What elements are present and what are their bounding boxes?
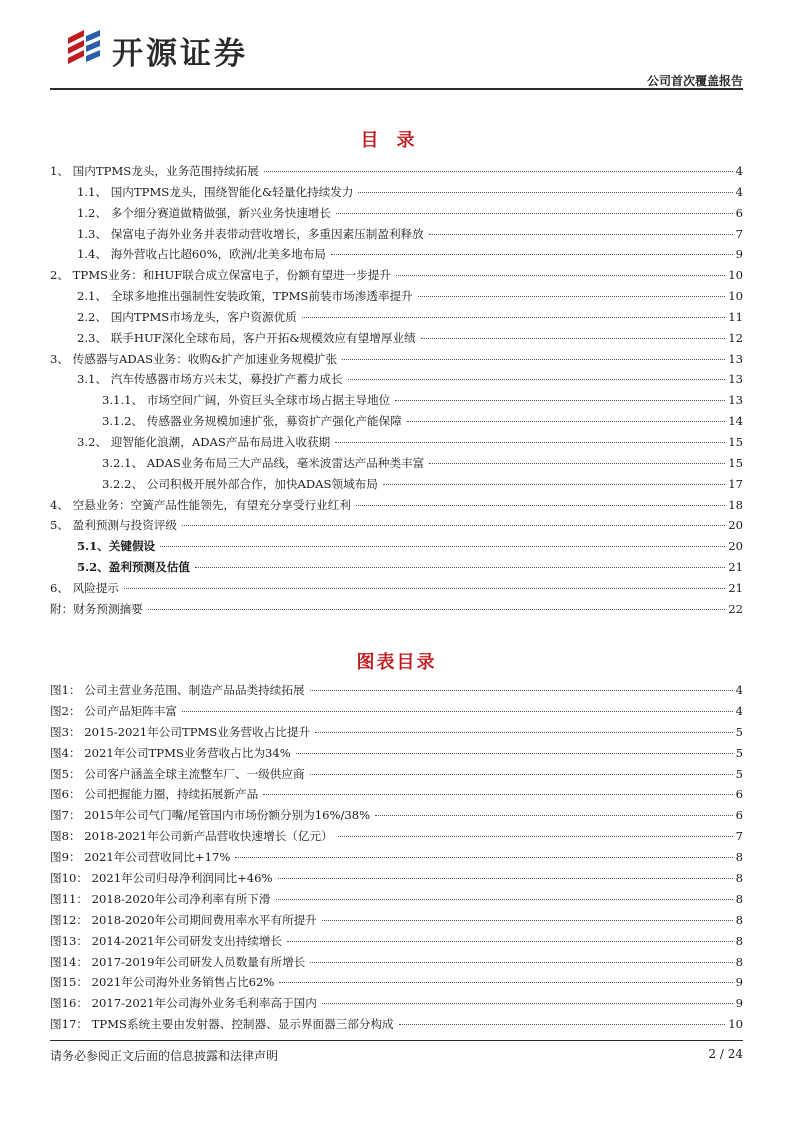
dot-leader — [418, 296, 726, 297]
figure-entry-page: 4 — [735, 683, 743, 697]
dot-leader — [278, 878, 733, 879]
toc-entry-page: 14 — [728, 414, 743, 429]
figure-entry-text: 图15： 2021年公司海外业务销售占比62% — [50, 975, 275, 990]
toc-entry-text: 1.2、 多个细分赛道做精做强，新兴业务快速增长 — [77, 205, 331, 220]
toc-entry-text: 1.3、 保富电子海外业务并表带动营收增长，多重因素压制盈利释放 — [77, 226, 424, 241]
toc-entry[interactable] — [50, 599, 743, 620]
dot-leader — [264, 171, 733, 172]
toc-entry-text: 6、 风险提示 — [50, 580, 120, 595]
header-divider — [50, 88, 743, 90]
figure-entry[interactable] — [50, 847, 743, 868]
figure-entry-page: 5 — [735, 766, 743, 781]
toc-entry[interactable] — [50, 349, 743, 370]
toc-entry-page: 9 — [735, 247, 743, 262]
dot-leader — [396, 275, 725, 276]
toc-entry[interactable] — [50, 390, 743, 411]
dot-leader — [263, 794, 732, 795]
toc-entry-text: 1.4、 海外营收占比超60%，欧洲/北美多地布局 — [77, 247, 326, 262]
figure-entry-text: 图8： 2018-2021年公司新产品营收快速增长（亿元） — [50, 829, 333, 844]
toc-entry[interactable] — [50, 536, 743, 557]
dot-leader — [331, 254, 733, 255]
figure-entry[interactable] — [50, 1014, 743, 1035]
toc-entry-page: 20 — [728, 539, 743, 554]
figure-entry[interactable] — [50, 743, 743, 764]
figure-entry-text: 图12： 2018-2020年公司期间费用率水平有所提升 — [50, 912, 317, 927]
toc-entry-text: 3.2、 迎智能化浪潮，ADAS产品布局进入收获期 — [77, 434, 331, 449]
dot-leader — [322, 1003, 733, 1004]
toc-entry-page: 13 — [728, 372, 743, 387]
figure-entry[interactable] — [50, 972, 743, 993]
toc-entry-text: 1、 国内TPMS龙头，业务范围持续拓展 — [50, 164, 259, 178]
figure-list — [50, 680, 743, 1035]
figure-entry[interactable] — [50, 722, 743, 743]
dot-leader — [358, 192, 732, 193]
toc-entry-page: 15 — [728, 434, 743, 449]
figure-entry[interactable] — [50, 868, 743, 889]
dot-leader — [310, 962, 732, 963]
dot-leader — [399, 1024, 726, 1025]
figure-entry-page: 4 — [735, 703, 743, 718]
toc-entry[interactable] — [50, 328, 743, 349]
dot-leader — [182, 525, 725, 526]
dot-leader — [322, 920, 733, 921]
figure-list-title: 图表目录 — [356, 652, 437, 673]
figure-entry-page: 6 — [735, 787, 743, 802]
toc-entry[interactable] — [50, 244, 743, 265]
figure-entry[interactable] — [50, 805, 743, 826]
toc-entry-text: 3.2.1、 ADAS业务布局三大产品线，毫米波雷达产品种类丰富 — [102, 455, 425, 470]
brand-logo-icon — [64, 26, 106, 68]
figure-entry-page: 9 — [735, 996, 743, 1011]
toc-entry-page: 13 — [728, 351, 743, 366]
dot-leader — [276, 899, 733, 900]
toc-entry[interactable] — [50, 432, 743, 453]
toc-entry[interactable] — [50, 515, 743, 536]
footer-divider — [50, 1040, 743, 1041]
figure-entry[interactable] — [50, 701, 743, 722]
dot-leader — [302, 317, 725, 318]
figure-entry[interactable] — [50, 910, 743, 931]
toc-entry[interactable] — [50, 161, 743, 182]
dot-leader — [315, 732, 733, 733]
footer-disclaimer: 请务必参阅正文后面的信息披露和法律声明 — [50, 1049, 279, 1063]
toc-entry-page: 10 — [728, 268, 743, 283]
dot-leader — [407, 421, 725, 422]
toc-entry-page: 20 — [728, 518, 743, 533]
figure-entry-text: 图9： 2021年公司营收同比+17% — [50, 850, 231, 865]
toc-entry-text: 1.1、 国内TPMS龙头，围绕智能化&轻量化持续发力 — [77, 184, 354, 199]
figure-entry-page: 8 — [735, 850, 743, 865]
dot-leader — [296, 753, 733, 754]
report-type-label: 公司首次覆盖报告 — [646, 74, 743, 88]
table-of-contents — [50, 161, 743, 620]
toc-entry-text: 3.1、 汽车传感器市场方兴未艾，募投扩产蓄力成长 — [77, 372, 343, 387]
figure-entry-text: 图2： 公司产品矩阵丰富 — [50, 703, 177, 718]
figure-entry-page: 8 — [735, 891, 743, 906]
toc-entry-text: 3.2.2、 公司积极开展外部合作，加快ADAS领域布局 — [102, 476, 378, 491]
figure-entry-text: 图4： 2021年公司TPMS业务营收占比为34% — [50, 745, 291, 760]
dot-leader — [182, 711, 733, 712]
figure-entry-text: 图17： TPMS系统主要由发射器、控制器、显示界面器三部分构成 — [50, 1017, 394, 1032]
dot-leader — [336, 213, 733, 214]
figure-entry[interactable] — [50, 993, 743, 1014]
figure-entry-page: 10 — [728, 1017, 743, 1032]
figure-entry-text: 图11： 2018-2020年公司净利率有所下滑 — [50, 891, 271, 906]
toc-entry[interactable] — [50, 224, 743, 245]
dot-leader — [348, 379, 726, 380]
dot-leader — [429, 463, 725, 464]
toc-entry[interactable] — [50, 578, 743, 599]
toc-entry[interactable] — [50, 307, 743, 328]
toc-entry[interactable] — [50, 182, 743, 203]
dot-leader — [148, 609, 725, 610]
figure-entry-text: 图6： 公司把握能力圈，持续拓展新产品 — [50, 787, 259, 802]
figure-entry[interactable] — [50, 889, 743, 910]
toc-entry-text: 2、 TPMS业务：和HUF联合成立保富电子，份额有望进一步提升 — [50, 268, 391, 283]
toc-entry[interactable] — [50, 203, 743, 224]
toc-entry-text: 2.3、 联手HUF深化全球布局，客户开拓&规模效应有望增厚业绩 — [77, 330, 416, 345]
toc-entry[interactable] — [50, 495, 743, 516]
toc-entry-text: 3.1.1、 市场空间广阔，外资巨头全球市场占据主导地位 — [102, 393, 391, 408]
dot-leader — [421, 338, 726, 339]
toc-entry-page: 21 — [728, 580, 743, 595]
figure-entry-page: 6 — [735, 808, 743, 823]
page-indicator: 2 / 24 — [708, 1047, 743, 1061]
toc-entry-page: 4 — [735, 164, 743, 178]
toc-entry-text: 2.1、 全球多地推出强制性安装政策，TPMS前装市场渗透率提升 — [77, 289, 413, 304]
toc-entry-page: 18 — [728, 497, 743, 512]
dot-leader — [287, 941, 733, 942]
toc-entry-page: 11 — [728, 309, 743, 324]
toc-entry[interactable] — [50, 411, 743, 432]
toc-entry-page: 6 — [735, 205, 743, 220]
figure-entry-text: 图13： 2014-2021年公司研发支出持续增长 — [50, 933, 283, 948]
figure-entry-page: 9 — [735, 975, 743, 990]
toc-entry-page: 4 — [735, 184, 743, 199]
dot-leader — [375, 815, 732, 816]
dot-leader — [310, 774, 733, 775]
toc-entry-text: 3.1.2、 传感器业务规模加速扩张，募资扩产强化产能保障 — [102, 414, 402, 429]
dot-leader — [342, 359, 725, 360]
dot-leader — [335, 442, 725, 443]
figure-entry-text: 图16： 2017-2021年公司海外业务毛利率高于国内 — [50, 996, 317, 1011]
figure-entry[interactable] — [50, 784, 743, 805]
toc-entry-page: 7 — [735, 226, 743, 241]
toc-entry-page: 21 — [728, 560, 743, 575]
dot-leader — [235, 857, 732, 858]
figure-entry-text: 图3： 2015-2021年公司TPMS业务营收占比提升 — [50, 724, 311, 739]
toc-entry-text: 5.1、关键假设 — [77, 539, 156, 554]
toc-title: 目录 — [360, 130, 433, 151]
figure-entry-text: 图14： 2017-2019年公司研发人员数量有所增长 — [50, 954, 306, 969]
toc-entry[interactable] — [50, 286, 743, 307]
figure-entry-text: 图5： 公司客户涵盖全球主流整车厂、一级供应商 — [50, 766, 305, 781]
dot-leader — [429, 234, 733, 235]
dot-leader — [310, 690, 733, 691]
dot-leader — [160, 546, 725, 547]
dot-leader — [124, 588, 725, 589]
figure-entry-text: 图1： 公司主营业务范围、制造产品品类持续拓展 — [50, 683, 305, 697]
dot-leader — [383, 484, 725, 485]
toc-entry-page: 12 — [728, 330, 743, 345]
toc-entry[interactable] — [50, 453, 743, 474]
toc-entry[interactable] — [50, 474, 743, 495]
toc-entry-page: 17 — [728, 476, 743, 491]
figure-entry-page: 7 — [735, 829, 743, 844]
toc-entry-text: 4、 空悬业务：空簧产品性能领先，有望充分享受行业红利 — [50, 497, 351, 512]
figure-entry-text: 图7： 2015年公司气门嘴/尾管国内市场份额分别为16%/38% — [50, 808, 371, 823]
dot-leader — [395, 400, 725, 401]
dot-leader — [356, 505, 725, 506]
figure-entry-page: 5 — [735, 745, 743, 760]
figure-entry[interactable] — [50, 764, 743, 785]
figure-entry-text: 图10： 2021年公司归母净利润同比+46% — [50, 871, 273, 886]
dot-leader — [338, 836, 733, 837]
toc-entry[interactable] — [50, 265, 743, 286]
figure-entry-page: 8 — [735, 871, 743, 886]
toc-entry-text: 3、 传感器与ADAS业务：收购&扩产加速业务规模扩张 — [50, 351, 338, 366]
figure-entry[interactable] — [50, 931, 743, 952]
figure-entry[interactable] — [50, 680, 743, 701]
dot-leader — [279, 982, 732, 983]
figure-entry[interactable] — [50, 952, 743, 973]
report-header — [50, 22, 743, 88]
figure-entry-page: 8 — [735, 912, 743, 927]
figure-entry[interactable] — [50, 826, 743, 847]
toc-entry[interactable] — [50, 557, 743, 578]
toc-entry-text: 2.2、 国内TPMS市场龙头，客户资源优质 — [77, 309, 297, 324]
toc-entry[interactable] — [50, 369, 743, 390]
toc-entry-text: 附：财务预测摘要 — [50, 601, 143, 616]
toc-entry-page: 15 — [728, 455, 743, 470]
toc-entry-text: 5、 盈利预测与投资评级 — [50, 518, 177, 533]
figure-entry-page: 5 — [735, 724, 743, 739]
toc-entry-page: 13 — [728, 393, 743, 408]
toc-entry-page: 10 — [728, 289, 743, 304]
dot-leader — [195, 567, 725, 568]
brand-name: 开源证券 — [112, 36, 248, 72]
figure-entry-page: 8 — [735, 933, 743, 948]
figure-entry-page: 8 — [735, 954, 743, 969]
toc-entry-page: 22 — [728, 601, 743, 616]
toc-entry-text: 5.2、盈利预测及估值 — [77, 560, 190, 575]
